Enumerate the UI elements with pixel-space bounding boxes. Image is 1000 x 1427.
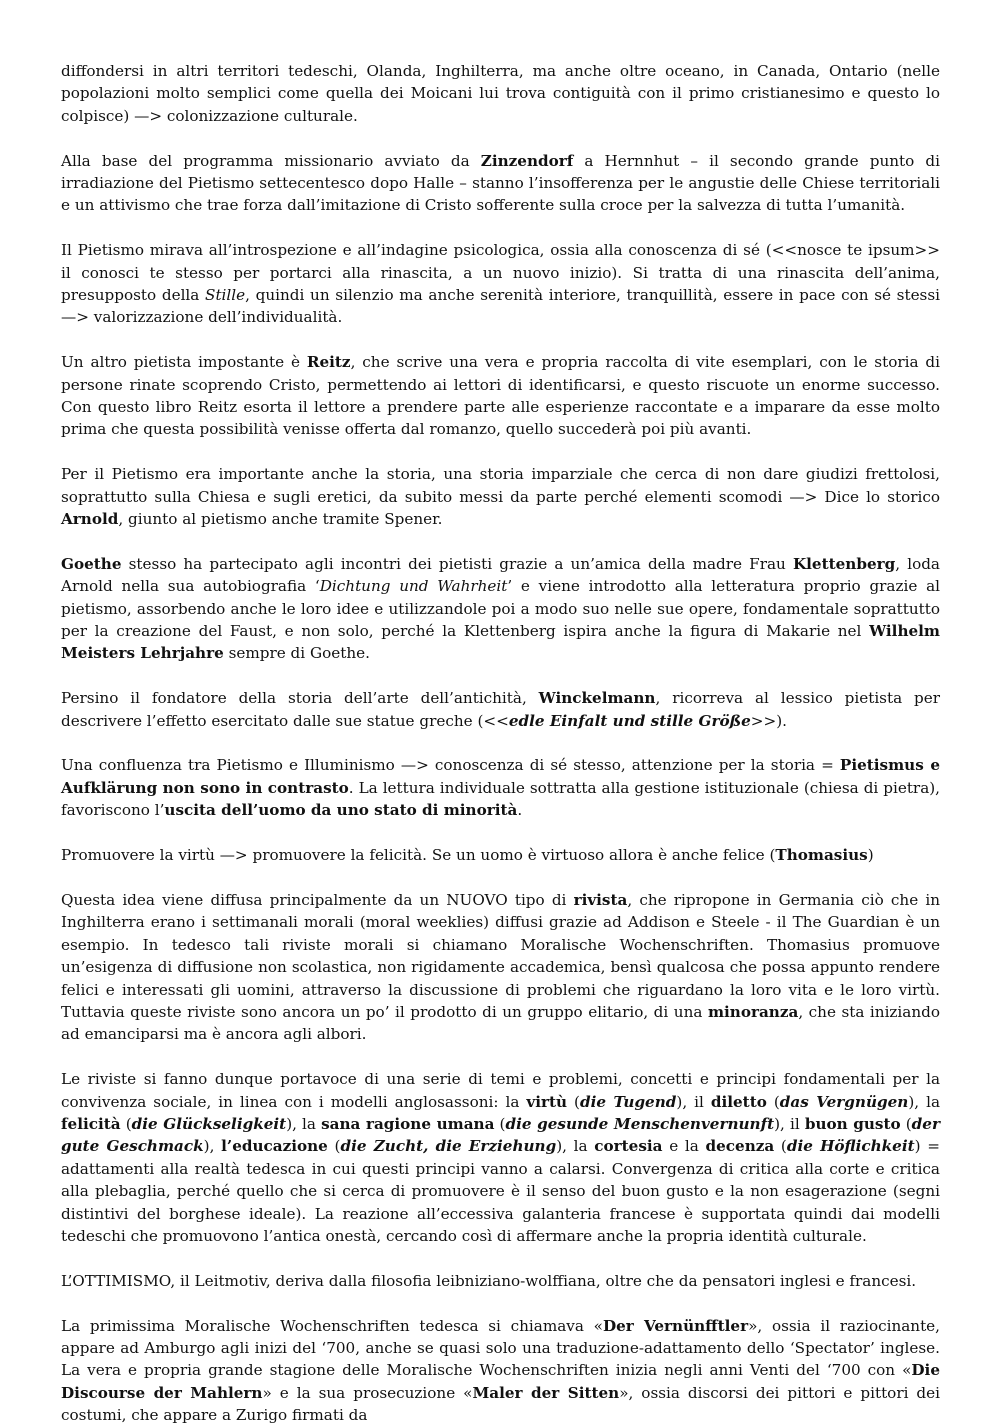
- text-run: Un altro pietista impostante è: [61, 353, 307, 372]
- italic-term: Dichtung und Wahrheit: [319, 577, 508, 596]
- bold-term: Maler der Sitten: [472, 1383, 620, 1402]
- text-run: stesso ha partecipato agli incontri dei pietisti grazie a un’amica della madre Frau: [121, 554, 793, 573]
- bold-term: Pietismus e Aufklärung non sono in contrasto: [61, 756, 940, 797]
- text-run: ), il: [676, 1092, 711, 1111]
- text-run: ), il: [774, 1114, 805, 1133]
- paragraph: [61, 553, 940, 665]
- bold-italic-term: der gute Geschmack: [61, 1114, 940, 1156]
- bold-italic-term: die Zucht, die Erziehung: [340, 1137, 557, 1156]
- paragraph: [61, 889, 940, 1046]
- bold-italic-term: die gesunde Menschenvernunft: [505, 1114, 775, 1133]
- text-run: ) = adattamenti alla realtà tedesca in cui questi principi vanno a calarsi. Convergenza di critica alla corte e critica alla plebaglia, perché quello che si cerca di promuovere è il senso del buon gusto e la non esagerazione (segni distintivi del borghese ideale). La reazione all’eccessiva galanteria francese è supportata quindi dai modelli tedeschi che promuovono l’antica onestà, cercando così di affermare anche la propria identità culturale.: [61, 1137, 940, 1245]
- paragraph: [61, 1068, 940, 1247]
- text-run: ), la: [556, 1137, 595, 1156]
- bold-term: Die Discourse der Mahlern: [61, 1361, 940, 1402]
- bold-term: felicità: [61, 1114, 121, 1133]
- bold-italic-term: die Glückseligkeit: [131, 1114, 287, 1133]
- text-run: Persino il fondatore della storia dell’arte dell’antichità,: [61, 689, 539, 708]
- bold-term: Thomasius: [775, 846, 868, 865]
- text-run: , quindi un silenzio ma anche serenità interiore, tranquillità, essere in pace con sé stessi —> valorizzazione dell’individualità.: [61, 286, 941, 327]
- bold-term: rivista: [573, 890, 628, 909]
- text-run: Alla base del programma missionario avviato da: [61, 151, 481, 170]
- text-run: (: [327, 1137, 341, 1156]
- text-run: Una confluenza tra Pietismo e Illuminismo —> conoscenza di sé stesso, attenzione per la storia =: [61, 756, 840, 775]
- paragraph: [61, 60, 940, 127]
- text-run: sempre di Goethe.: [223, 644, 370, 663]
- paragraph: [61, 150, 940, 217]
- text-run: (: [494, 1114, 506, 1133]
- text-run: diffondersi in altri territori tedeschi, Olanda, Inghilterra, ma anche oltre oceano, in Canada, Ontario (nelle popolazioni molto semplici come quella dei Moicani lui trova contiguità con il primo cristianesimo e questo lo colpisce) —> colonizzazione culturale.: [61, 62, 940, 125]
- bold-term: decenza: [705, 1137, 775, 1156]
- bold-term: buon gusto: [804, 1114, 901, 1133]
- text-run: >>).: [750, 711, 788, 730]
- text-run: ): [867, 846, 874, 865]
- text-run: (: [766, 1092, 780, 1111]
- text-run: Questa idea viene diffusa principalmente da un NUOVO tipo di: [61, 890, 574, 909]
- bold-italic-term: die Höflichkeit: [786, 1137, 915, 1156]
- bold-term: Arnold: [61, 510, 119, 529]
- text-run: , ricorreva al lessico pietista per descrivere l’effetto esercitato dalle sue statue greche (<<: [61, 689, 940, 730]
- bold-term: uscita dell’uomo da uno stato di minorità: [164, 801, 518, 820]
- paragraph: [61, 351, 940, 441]
- text-run: Il Pietismo mirava all’introspezione e all’indagine psicologica, ossia alla conoscenza di sé (<<nosce te ipsum>> il conosci te stesso per portarci alla rinascita, a un nuovo inizio). Si tratta di una rinascita dell’anima, presupposto della: [61, 241, 940, 305]
- bold-term: virtù: [526, 1092, 568, 1111]
- bold-term: cortesia: [594, 1137, 663, 1156]
- paragraph: [61, 687, 940, 732]
- paragraph: [61, 844, 940, 866]
- text-run: ), la: [908, 1092, 941, 1111]
- bold-italic-term: das Vergnügen: [779, 1092, 909, 1111]
- text-run: (: [120, 1114, 132, 1133]
- bold-term: Reitz: [306, 353, 351, 372]
- bold-term: l’educazione: [221, 1137, 328, 1156]
- text-run: », ossia discorsi dei pittori e pittori dei costumi, che appare a Zurigo firmati da: [61, 1383, 940, 1425]
- paragraph: [61, 239, 940, 329]
- text-run: (: [774, 1137, 787, 1156]
- paragraph: [61, 463, 940, 530]
- bold-term: minoranza: [707, 1002, 799, 1021]
- paragraph: [61, 1270, 940, 1292]
- bold-term: Der Vernünfftler: [602, 1316, 749, 1335]
- text-run: Promuovere la virtù —> promuovere la felicità. Se un uomo è virtuoso allora è anche felice (: [61, 846, 776, 865]
- text-run: (: [567, 1092, 580, 1111]
- text-run: .: [517, 801, 523, 820]
- text-run: , che scrive una vera e propria raccolta di vite esemplari, con le storia di persone rinate scoprendo Cristo, permettendo ai lettori di identificarsi, e questo riscuote un enorme successo. Con questo libro Reitz esorta il lettore a prendere parte alle esperienze raccontate e a imparare da esse molto prima che questa possibilità venisse offerta dal romanzo, quello succederà poi più avanti.: [61, 353, 940, 439]
- text-run: L’OTTIMISMO, il Leitmotiv, deriva dalla filosofia leibniziano-wolffiana, oltre che da pensatori inglesi e francesi.: [61, 1271, 917, 1290]
- text-run: ’ e viene introdotto alla letteratura proprio grazie al pietismo, assorbendo anche le loro idee e utilizzandole poi a modo suo nelle sue opere, fondamentale soprattutto per la creazione del Faust, e non solo, perché la Klettenberg ispira anche la figura di Makarie nel: [61, 577, 940, 641]
- paragraph: [61, 754, 940, 821]
- text-run: (: [900, 1114, 912, 1133]
- text-run: Le riviste si fanno dunque portavoce di una serie di temi e problemi, concetti e principi fondamentali per la convivenza sociale, in linea con i modelli anglosassoni: la: [61, 1070, 940, 1111]
- bold-term: Winckelmann: [538, 689, 656, 708]
- text-run: a Hernnhut – il secondo grande punto di irradiazione del Pietismo settecentesco dopo Halle – stanno l’insofferenza per le angustie delle Chiese territoriali e un attivismo che trae forza dall’imitazione di Cristo sofferente sulla croce per la salvezza di tutta l’umanità.: [61, 151, 940, 215]
- bold-term: diletto: [710, 1092, 767, 1111]
- bold-term: sana ragione umana: [321, 1114, 495, 1133]
- text-run: La primissima Moralische Wochenschriften tedesca si chiamava «: [61, 1316, 603, 1335]
- bold-term: Goethe: [61, 554, 122, 573]
- text-run: , che ripropone in Germania ciò che in Inghilterra erano i settimanali morali (moral weeklies) diffusi grazie ad Addison e Steele - il The Guardian è un esempio. In tedesco tali riviste morali si chiamano Moralische Wochenschriften. Thomasius promuove un’esigenza di diffusione non scolastica, non rigidamente accademica, bensì qualcosa che possa appunto rendere felici e interessati gli uomini, attraverso la discussione di problemi che riguardano la loro vita e le loro virtù. Tuttavia queste riviste sono ancora un po’ il prodotto di un gruppo elitario, di una: [61, 890, 940, 1021]
- bold-italic-term: edle Einfalt und stille Größe: [508, 711, 751, 730]
- italic-term: Stille: [205, 286, 246, 305]
- text-run: » e la sua prosecuzione «: [262, 1383, 473, 1402]
- text-run: », ossia il raziocinante, appare ad Amburgo agli inizi del ‘700, anche se quasi solo una traduzione-adattamento dello ‘Spectator’ inglese. La vera e propria grande stagione delle Moralische Wochenschriften inizia negli anni Venti del ‘700 con «: [61, 1316, 940, 1380]
- text-run: . La lettura individuale sottratta alla gestione istituzionale (chiesa di pietra), favoriscono l’: [61, 778, 940, 820]
- bold-term: Zinzendorf: [480, 151, 574, 170]
- paragraph: [61, 1315, 940, 1427]
- text-run: ), la: [286, 1114, 322, 1133]
- text-run: , che sta iniziando ad emanciparsi ma è ancora agli albori.: [61, 1002, 940, 1044]
- text-run: , loda Arnold nella sua autobiografia ‘: [61, 554, 940, 596]
- bold-term: Wilhelm Meisters Lehrjahre: [61, 622, 940, 663]
- bold-italic-term: die Tugend: [579, 1092, 677, 1111]
- text-run: e la: [662, 1137, 706, 1156]
- text-run: Per il Pietismo era importante anche la storia, una storia imparziale che cerca di non dare giudizi frettolosi, soprattutto sulla Chiesa e sugli eretici, da subito messi da parte perché elementi scomodi —> Dice lo storico: [61, 465, 940, 506]
- bold-term: Klettenberg: [792, 554, 896, 573]
- text-run: ),: [203, 1137, 222, 1156]
- text-run: , giunto al pietismo anche tramite Spener.: [118, 510, 443, 529]
